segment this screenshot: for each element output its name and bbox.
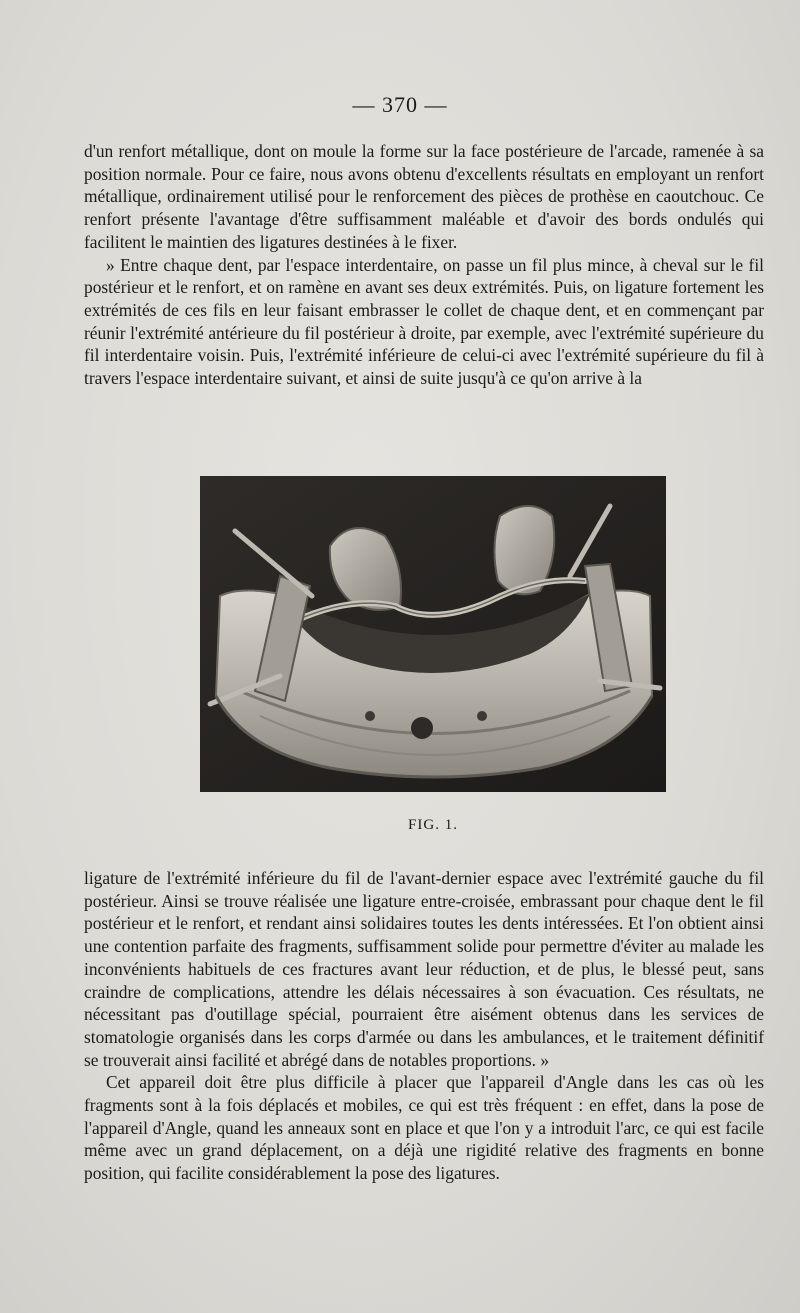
bottom-text-block — [84, 867, 764, 1185]
figure-caption: FIG. 1. — [408, 817, 458, 833]
paragraph-renfort: d'un renfort métallique, dont on moule la forme sur la face postérieure de l'arcade, ramenée à sa position normale. Pour ce faire, nous avons obtenu d'excellents résultats en employant un renfort métallique, ordinairement utilisé pour le renforcement des pièces de prothèse en caoutchouc. Ce renfort présente l'avantage d'être suffisamment maléable et d'avoir des bords ondulés qui facilitent le maintien des ligatures destinées à le fixer. — [84, 141, 764, 252]
top-text-block — [84, 140, 764, 390]
page-number: — 370 — — [352, 92, 448, 117]
dental-splint-illustration — [200, 476, 666, 792]
paragraph-ligature: ligature de l'extrémité inférieure du fil de l'avant-dernier espace avec l'extrémité gauche du fil postérieur. Ainsi se trouve réalisée une ligature entre-croisée, embrassant pour chaque dent le fil postérieur et le renfort, et rendant ainsi solidaires toutes les dents intéressées. Et l'on obtient ainsi une contention parfaite des fragments, suffisamment solide pour permettre d'éviter au malade les inconvénients habituels de ces fractures avant leur réduction, et de plus, le blessé peut, sans craindre de complications, attendre les délais nécessaires à son évacuation. Ces résultats, ne nécessitant pas d'outillage spécial, pourraient être aisément obtenus dans les services de stomatologie organisés dans les corps d'armée ou dans les ambulances, et le traitement définitif se trouverait ainsi facilité et abrégé dans de notables proportions. » — [84, 868, 764, 1070]
paragraph-appareil-angle: Cet appareil doit être plus difficile à placer que l'appareil d'Angle dans les cas où les fragments sont à la fois déplacés et mobiles, ce qui est très fréquent : en effet, dans la pose de l'appareil d'Angle, quand les anneaux sont en place et que l'on y a introduit l'arc, ce qui est facile même avec un grand déplacement, on a déjà une rigidité relative des fragments en bonne position, qui facilite considérablement la pose des ligatures. — [84, 1072, 764, 1184]
paragraph-interdental-wire: » Entre chaque dent, par l'espace interdentaire, on passe un fil plus mince, à cheval sur le fil postérieur et le renfort, et on ramène en avant ses deux extrémités. Puis, on ligature fortement les extrémités de ces fils en leur faisant embrasser le collet de chaque dent, et en commençant par réunir l'extrémité antérieure du fil postérieur à droite, par exemple, avec l'extrémité supérieure du fil interdentaire voisin. Puis, l'extrémité inférieure de celui-ci avec l'extrémité supérieure du fil à travers l'espace interdentaire suivant, et ainsi de suite jusqu'à ce qu'on arrive à la — [84, 254, 764, 389]
figure-photo-dental-splint — [200, 476, 666, 792]
